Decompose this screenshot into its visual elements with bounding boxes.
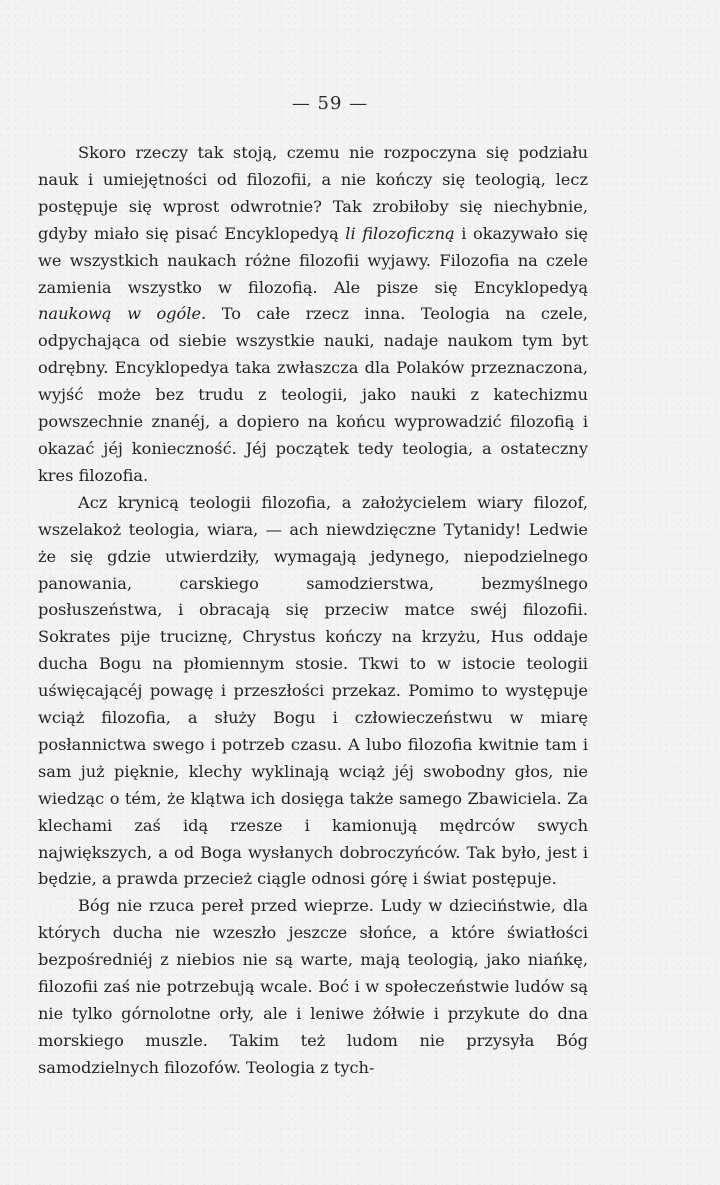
text-run: i okazywało się we wszystkich naukach różne filozofii wyjawy. Filozofia na czele zamienia wszystko w filozofią. Ale pisze się Encyklopedyą [38,223,588,297]
italic-run: naukową w ogóle. [38,304,207,324]
paragraph-1 [38,140,588,490]
paragraph-3 [38,893,588,1081]
text-run: To całe rzecz inna. Teologia na czele, odpychająca od siebie wszystkie nauki, nadaje naukom tym byt odrębny. Encyklopedya taka zwłaszcza dla Polaków przeznaczona, wyjść może bez trudu z teologii, jako nauki z katechizmu powszechnie znanéj, a dopiero na końcu wyprowadzić filozofią i okazać jéj konieczność. Jéj początek tedy teologia, a ostateczny kres filozofia. [38,304,588,485]
page-number-header: — 59 — [291,93,369,114]
text-run: Acz krynicą teologii filozofia, a założycielem wiary filozof, wszelakoż teologia, wiara, — ach niewdzięczne Tytanidy! Ledwie że się gdzie utwierdziły, wymagają jedynego, niepodzielnego panowania, carskiego samodzierstwa, bezmyślnego posłuszeństwa, i obracają się przeciw matce swéj filozofii. Sokrates pije truciznę, Chrystus kończy na krzyżu, Hus oddaje ducha Bogu na płomiennym stosie. Tkwi to w istocie teologii uświęcającéj powagę i przeszłości przekaz. Pomimo to występuje wciąż filozofia, a służy Bogu i człowieczeństwu w miarę posłannictwa swego i potrzeb czasu. A lubo filozofia kwitnie tam i sam już pięknie, klechy wyklinają wciąż jéj swobodny głos, nie wiedząc o tém, że klątwa ich dosięga także samego Zbawiciela. Za klechami zaś idą rzesze i kamionują mędrców swych największych, a od Boga wysłanych dobroczyńców. Tak było, jest i będzie, a prawda przecież ciągle odnosi górę i świat postępuje. [38,492,588,889]
text-run: Skoro rzeczy tak stoją, czemu nie rozpoczyna się podziału nauk i umiejętności od filozofii, a nie kończy się teologią, lecz postępuje się wprost odwrotnie? Tak zrobiłoby się niechybnie, gdyby miało się pisać Encyklopedyą [38,143,588,243]
italic-run: li filozoficzną [345,223,455,243]
body-text [38,140,588,1082]
text-run: Bóg nie rzuca pereł przed wieprze. Ludy w dzieciństwie, dla których ducha nie wzeszło jeszcze słońce, a które światłości bezpośredniéj z niebios nie są warte, mają teologią, jako niańkę, filozofii zaś nie potrzebują wcale. Boć i w społeczeństwie ludów są nie tylko górnolotne orły, ale i leniwe żółwie i przykute do dna morskiego muszle. Takim też ludom nie przysyła Bóg samodzielnych filozofów. Teologia z tych- [38,896,588,1077]
paragraph-2 [38,490,588,894]
